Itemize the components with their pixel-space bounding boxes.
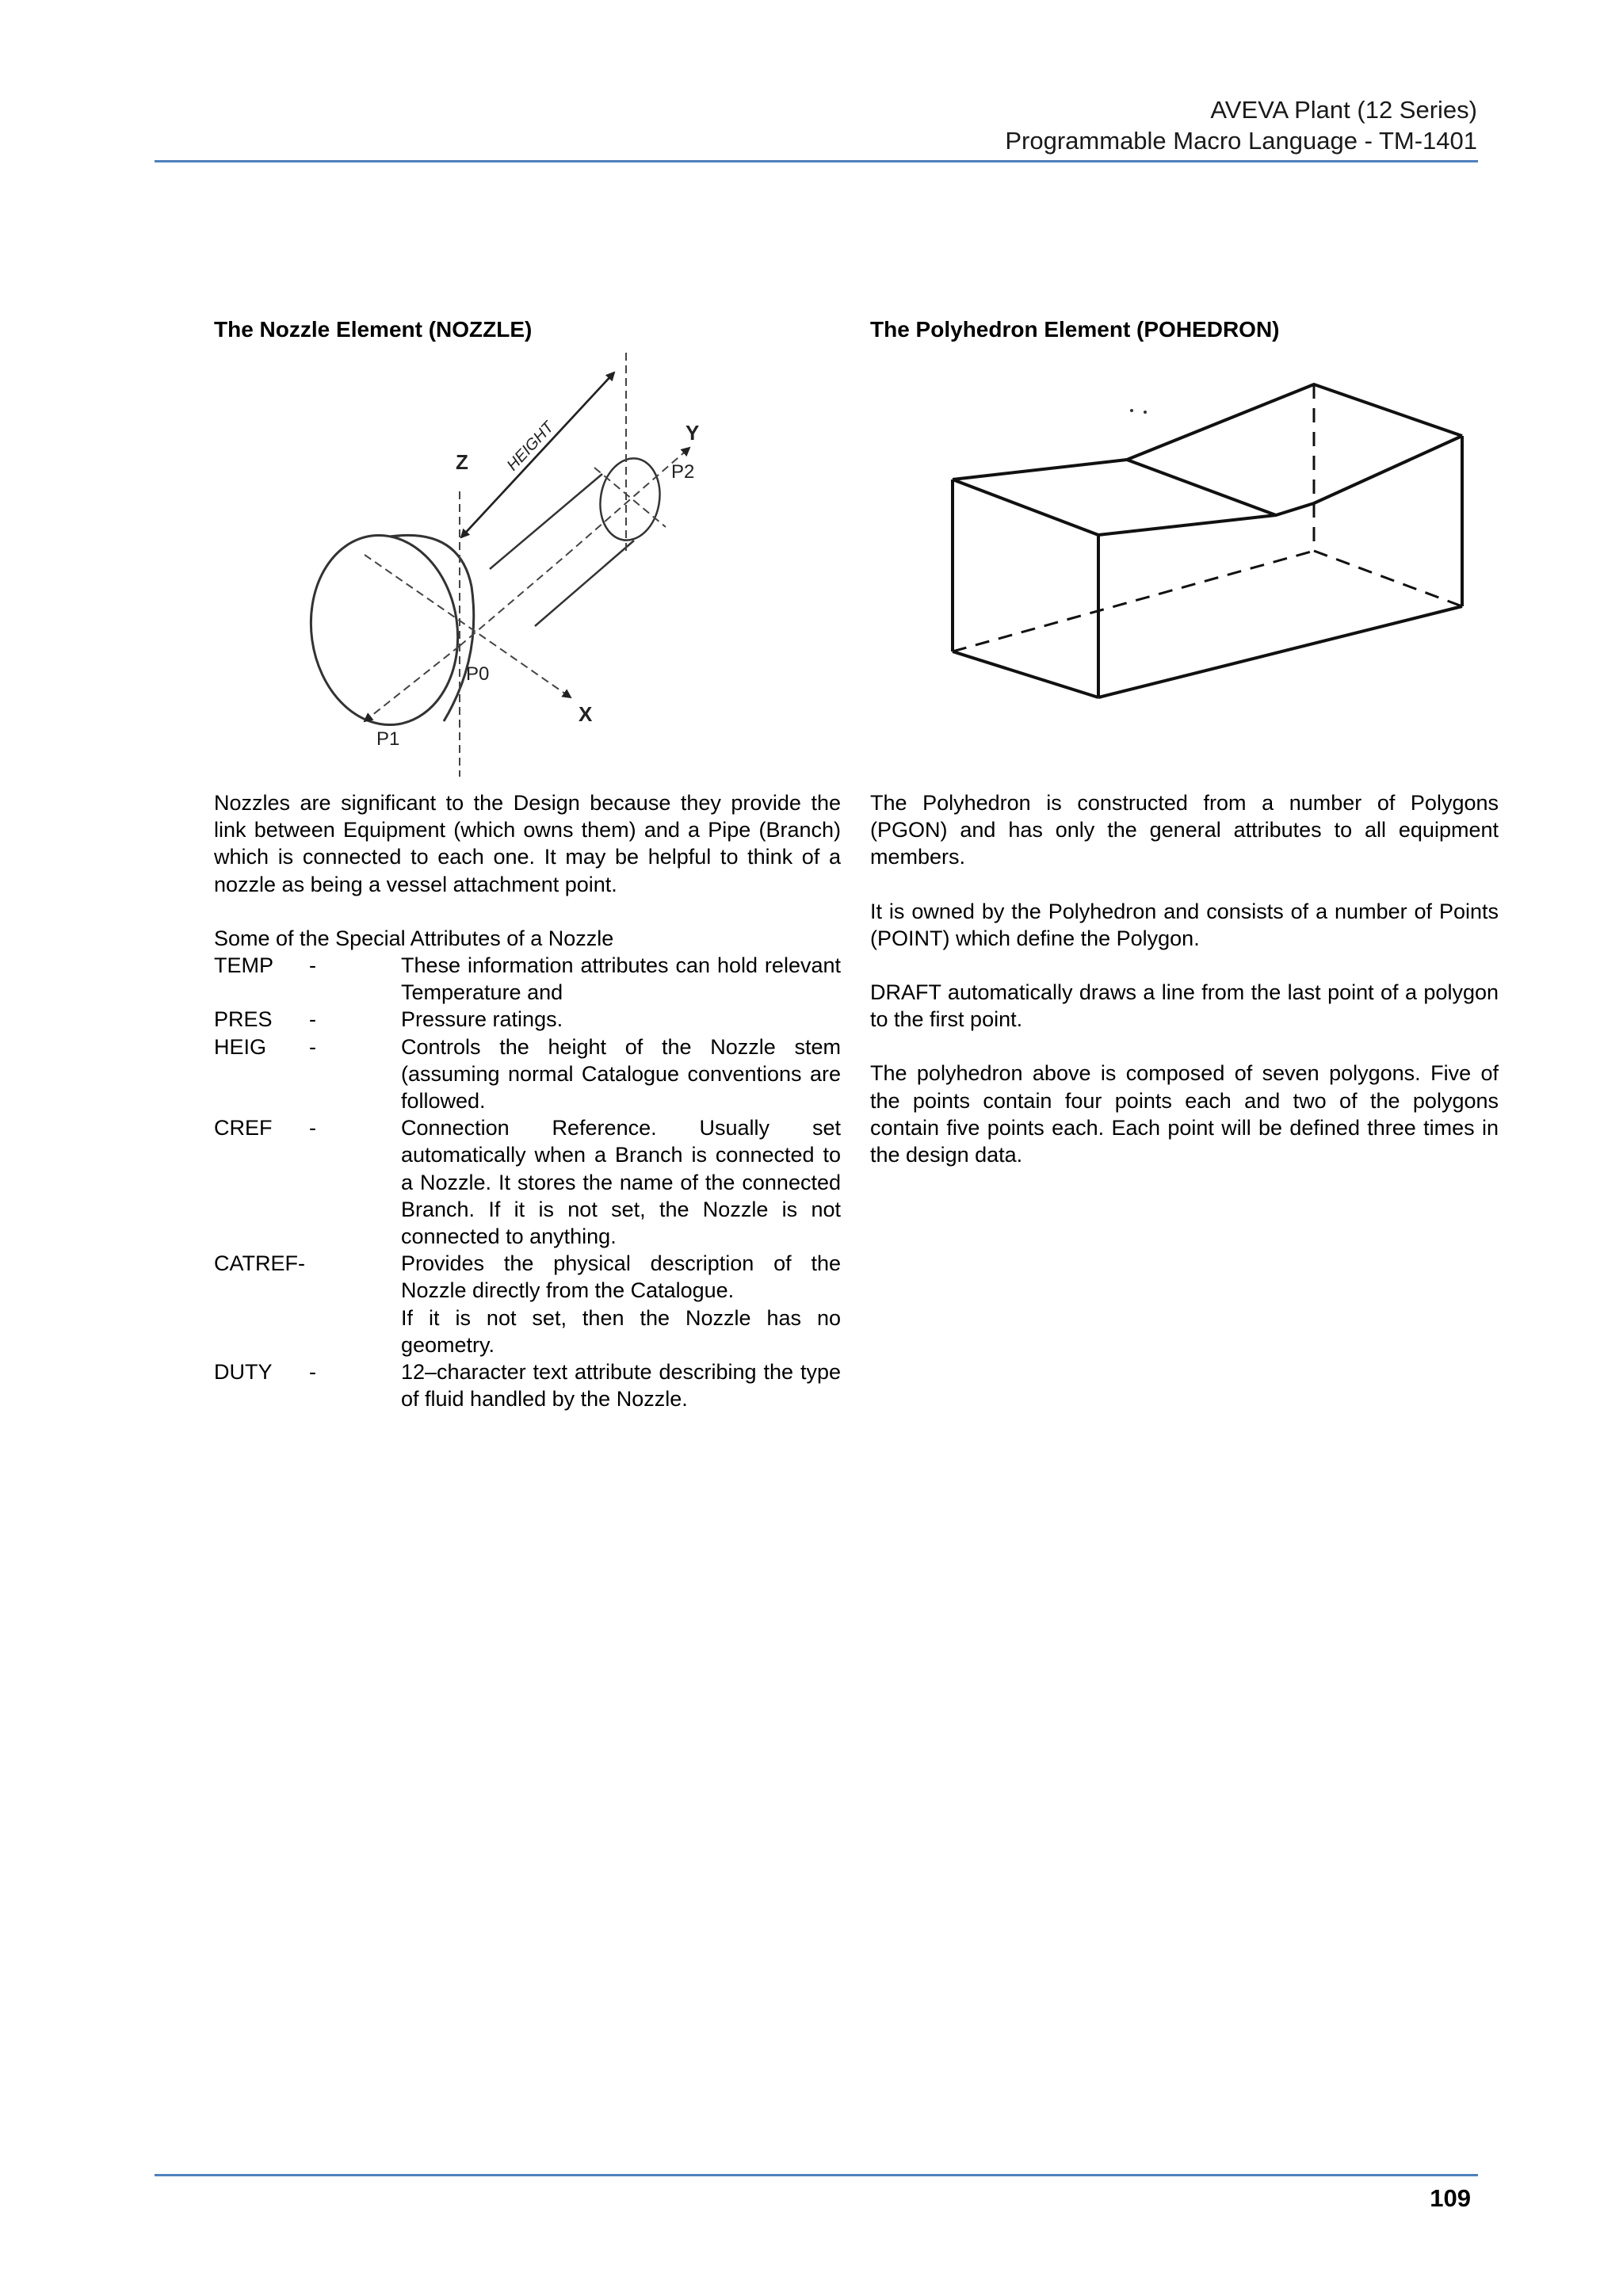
header-line-1: AVEVA Plant (12 Series) (1210, 96, 1477, 124)
attribute-description: These information attributes can hold relevant Temperature and (401, 953, 841, 1005)
attribute-description: Controls the height of the Nozzle stem (assuming normal Catalogue conventions are followed. (401, 1034, 841, 1114)
attribute-row (214, 1358, 841, 1412)
nozzle-title: The Nozzle Element (NOZZLE) (214, 317, 533, 342)
attribute-name: TEMP (214, 953, 274, 978)
attribute-description: 12–character text attribute describing the type of fluid handled by the Nozzle. (401, 1360, 841, 1412)
attribute-row (214, 952, 841, 1006)
polyhedron-text (870, 789, 1499, 1195)
page-number: 109 (1430, 2184, 1471, 2212)
attribute-name: DUTY (214, 1360, 273, 1385)
header-rule (155, 160, 1478, 162)
attribute-row (214, 1033, 841, 1115)
attribute-name: PRES (214, 1007, 273, 1032)
nozzle-text (214, 789, 841, 1412)
attribute-name: HEIG (214, 1034, 267, 1059)
attribute-row (214, 1114, 841, 1250)
attribute-name: CREF (214, 1116, 273, 1140)
attribute-description: If it is not set, then the Nozzle has no geometry. (401, 1305, 841, 1357)
polyhedron-para-3: DRAFT automatically draws a line from the last point of a polygon to the first point. (870, 980, 1499, 1032)
attribute-row (214, 1250, 841, 1304)
polyhedron-title: The Polyhedron Element (POHEDRON) (870, 317, 1280, 342)
attribute-dash (309, 1250, 401, 1304)
p2-label: P2 (671, 461, 695, 483)
attribute-dash: - (309, 1116, 316, 1140)
polyhedron-para-4: The polyhedron above is composed of seven polygons. Five of the points contain four points each and two of the polygons contain five points each. Each point will be defined three times in the design data. (870, 1061, 1499, 1167)
p0-label: P0 (466, 663, 490, 685)
polyhedron-para-1: The Polyhedron is constructed from a number of Polygons (PGON) and has only the general attributes to all equipment members. (870, 791, 1499, 869)
polyhedron-para-2: It is owned by the Polyhedron and consists of a number of Points (POINT) which define the Polygon. (870, 899, 1499, 950)
header-line-2: Programmable Macro Language - TM-1401 (1005, 127, 1477, 155)
attribute-row (214, 1305, 841, 1358)
x-axis-label: X (579, 702, 593, 726)
attribute-dash (309, 1305, 401, 1358)
height-label: HEIGHT (503, 418, 558, 475)
y-axis-label: Y (685, 421, 700, 445)
attribute-name: CATREF- (214, 1251, 305, 1276)
nozzle-attribute-list (214, 952, 841, 1412)
attribute-description: Pressure ratings. (401, 1007, 563, 1032)
attribute-dash: - (309, 1007, 316, 1032)
z-axis-label: Z (456, 450, 468, 474)
nozzle-diagram (293, 349, 753, 785)
attribute-dash: - (309, 1360, 316, 1385)
nozzle-attrs-heading: Some of the Special Attributes of a Nozzle (214, 926, 614, 950)
polyhedron-diagram (919, 365, 1498, 713)
footer-rule (155, 2174, 1478, 2176)
attribute-dash: - (309, 1034, 316, 1059)
attribute-row (214, 1006, 841, 1033)
attribute-name (214, 1305, 309, 1358)
nozzle-intro: Nozzles are significant to the Design because they provide the link between Equipment (which owns them) and a Pipe (Branch) which is connected to each one. It may be helpful to think of a nozzle as being a vessel attachment point. (214, 791, 841, 896)
attribute-description: Provides the physical description of the Nozzle directly from the Catalogue. (401, 1251, 841, 1303)
attribute-dash: - (309, 953, 316, 978)
p1-label: P1 (376, 728, 400, 750)
attribute-description: Connection Reference. Usually set automatically when a Branch is connected to a Nozzle. It stores the name of the connected Branch. If it is not set, the Nozzle is not connected to anything. (401, 1116, 841, 1249)
